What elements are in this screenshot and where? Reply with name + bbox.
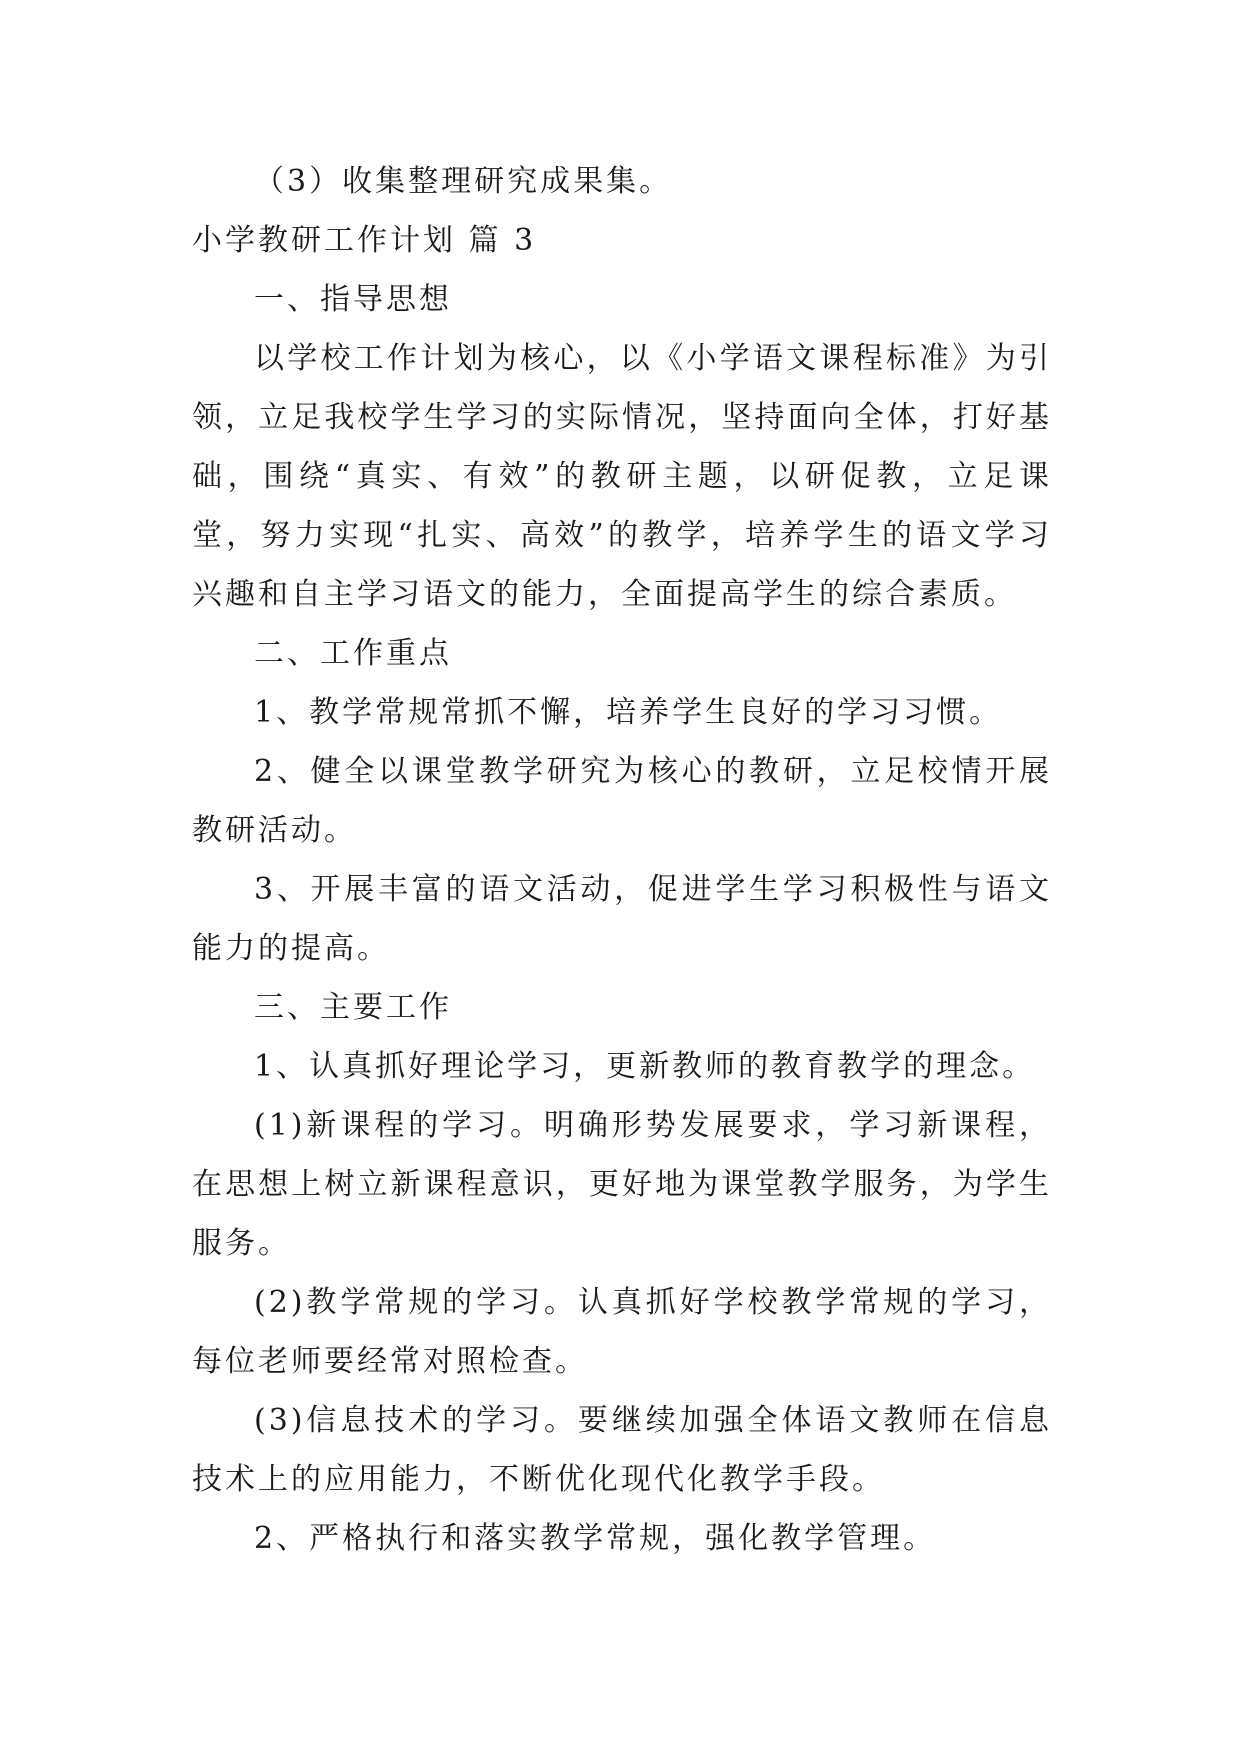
heading-main-work: 三、主要工作 xyxy=(254,990,452,1025)
heading-work-focus: 二、工作重点 xyxy=(254,636,452,671)
sub-item-teaching-routine: (2)教学常规的学习。认真抓好学校教学常规的学习，每位老师要经常对照检查。 xyxy=(192,1285,1052,1379)
heading-guiding-idea: 一、指导思想 xyxy=(254,282,452,317)
paragraph-collect-results: （3）收集整理研究成果集。 xyxy=(254,164,673,199)
list-item-focus-3: 3、开展丰富的语文活动，促进学生学习积极性与语文能力的提高。 xyxy=(192,872,1052,966)
sub-item-new-curriculum: (1)新课程的学习。明确形势发展要求，学习新课程，在思想上树立新课程意识，更好地为课堂教学服务，为学生服务。 xyxy=(192,1108,1052,1261)
sub-item-info-tech: (3)信息技术的学习。要继续加强全体语文教师在信息技术上的应用能力，不断优化现代化教学手段。 xyxy=(192,1403,1052,1497)
document-body xyxy=(192,152,1052,1568)
list-item-focus-1: 1、教学常规常抓不懈，培养学生良好的学习习惯。 xyxy=(254,695,1003,730)
list-item-focus-2: 2、健全以课堂教学研究为核心的教研，立足校情开展教研活动。 xyxy=(192,754,1052,848)
paragraph-guiding-idea: 以学校工作计划为核心，以《小学语文课程标准》为引领，立足我校学生学习的实际情况，坚持面向全体，打好基础，围绕“真实、有效”的教研主题，以研促教，立足课堂，努力实现“扎实、高效”的教学，培养学生的语文学习兴趣和自主学习语文的能力，全面提高学生的综合素质。 xyxy=(192,341,1052,612)
list-item-work-2: 2、严格执行和落实教学常规，强化教学管理。 xyxy=(254,1521,937,1556)
section-title-plan-3: 小学教研工作计划 篇 3 xyxy=(192,223,537,258)
list-item-work-1: 1、认真抓好理论学习，更新教师的教育教学的理念。 xyxy=(254,1049,1036,1084)
